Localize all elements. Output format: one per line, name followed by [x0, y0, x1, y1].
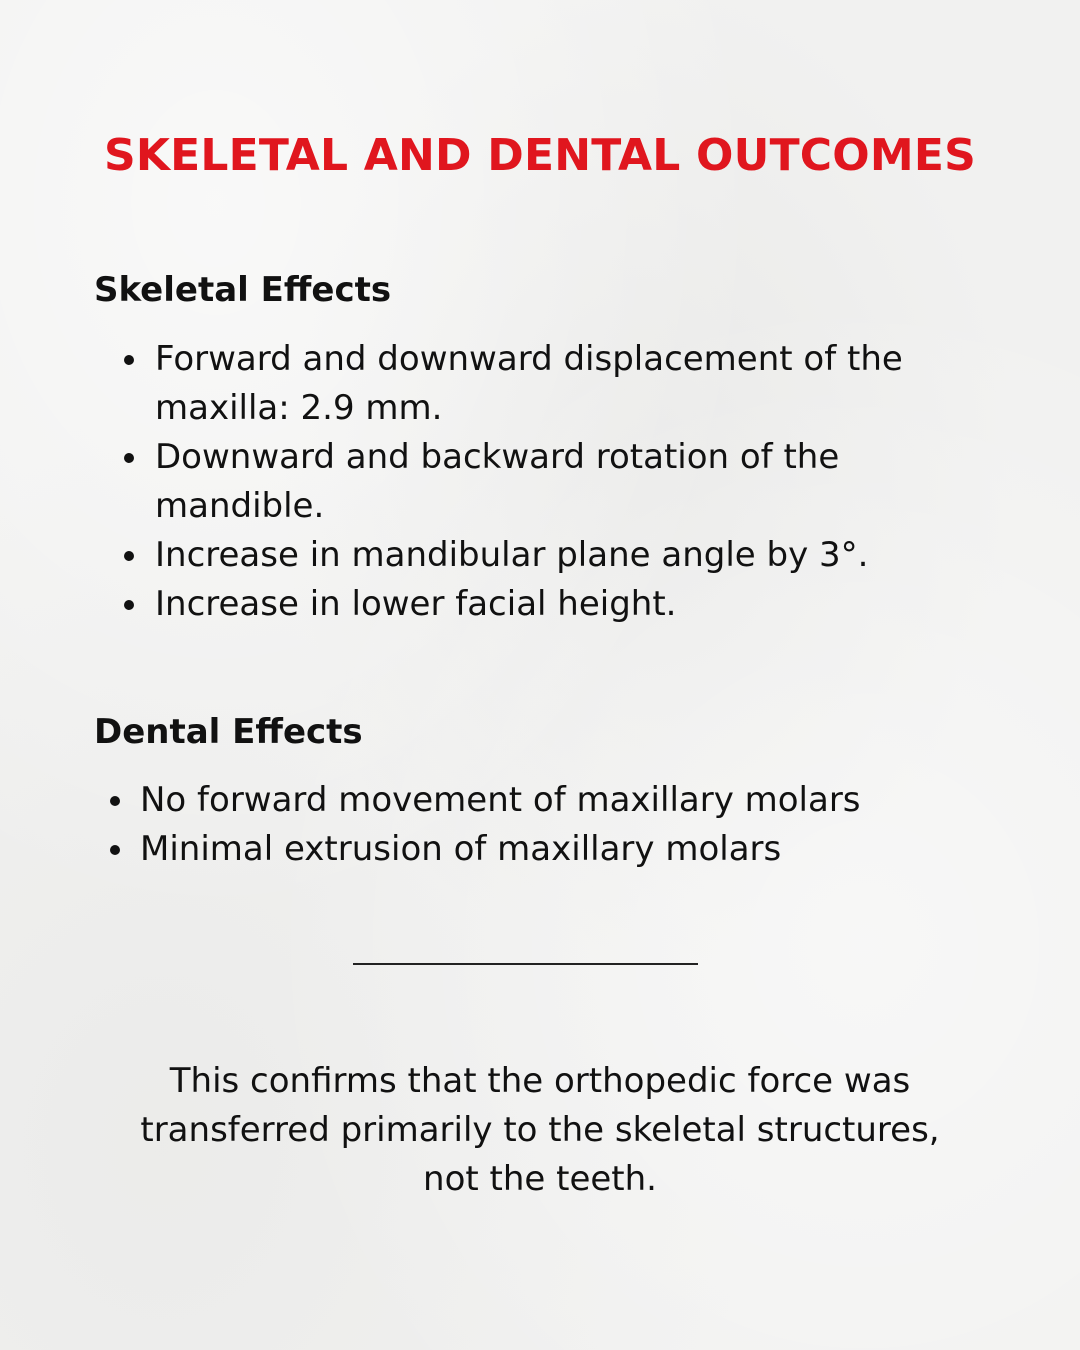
bullet-icon	[110, 845, 120, 855]
bullet-icon	[110, 796, 120, 806]
conclusion-text: This confirms that the orthopedic force was transferred primarily to the skeletal structures, not the teeth.	[140, 1061, 940, 1199]
skeletal-effects-heading: Skeletal Effects	[94, 270, 392, 310]
dental-effects-list	[140, 776, 960, 874]
list-item	[155, 531, 955, 580]
list-item-text: Minimal extrusion of maxillary molars	[140, 829, 782, 869]
list-item	[140, 776, 960, 825]
bullet-icon	[124, 355, 134, 365]
list-item	[140, 825, 960, 874]
dental-effects-heading: Dental Effects	[94, 712, 363, 752]
list-item-text: No forward movement of maxillary molars	[140, 780, 861, 820]
list-item-text: Increase in lower facial height.	[155, 584, 677, 624]
list-item-text: Downward and backward rotation of the mandible.	[155, 437, 840, 526]
list-item	[155, 580, 955, 629]
list-item	[155, 433, 955, 531]
divider	[353, 963, 698, 965]
bullet-icon	[124, 551, 134, 561]
bullet-icon	[124, 453, 134, 463]
list-item	[155, 335, 955, 433]
skeletal-effects-list	[155, 335, 955, 629]
bullet-icon	[124, 600, 134, 610]
page-title: SKELETAL AND DENTAL OUTCOMES	[103, 130, 977, 181]
list-item-text: Forward and downward displacement of the maxilla: 2.9 mm.	[155, 339, 903, 428]
list-item-text: Increase in mandibular plane angle by 3°.	[155, 535, 869, 575]
